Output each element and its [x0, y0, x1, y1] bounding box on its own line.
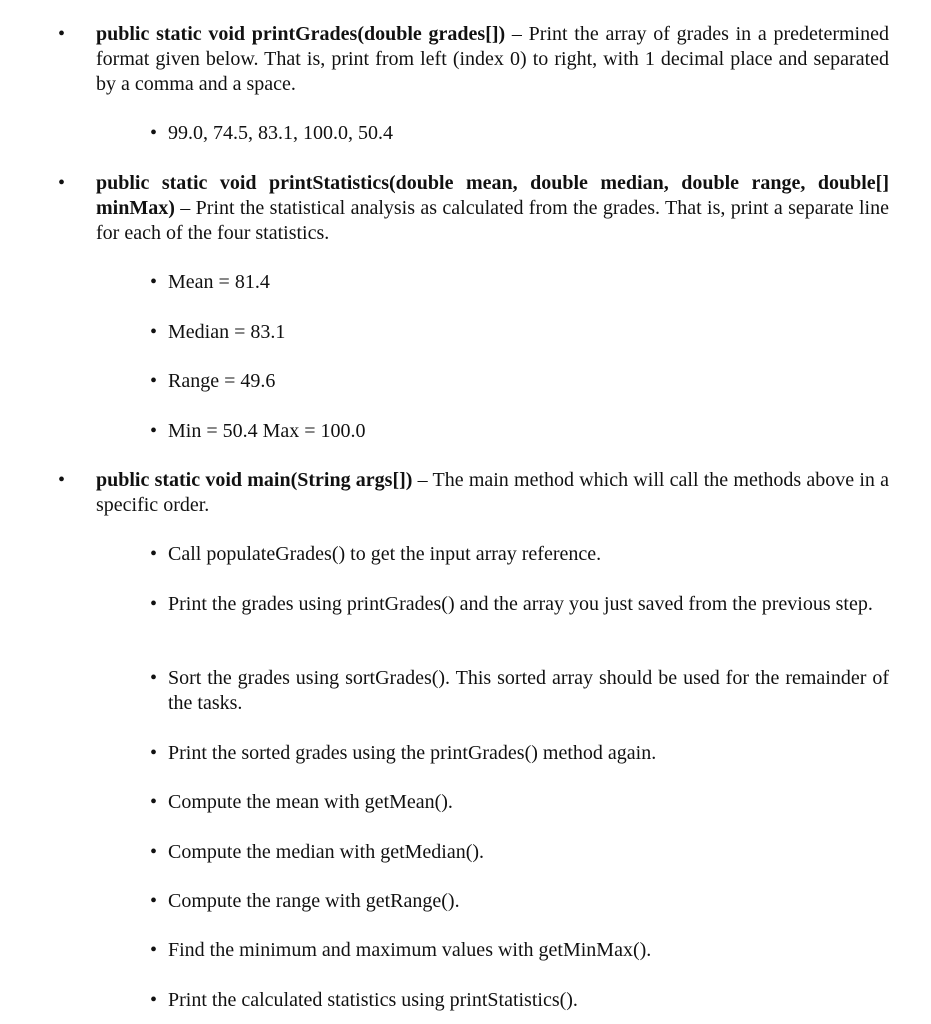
list-item	[150, 592, 889, 617]
list-bullet: •	[150, 890, 158, 912]
section-bullet: •	[58, 469, 66, 491]
list-item	[150, 790, 889, 815]
list-item-text: Min = 50.4 Max = 100.0	[168, 420, 366, 442]
list-item	[150, 542, 889, 567]
list-item-text: Compute the range with getRange().	[168, 890, 460, 912]
list-bullet: •	[150, 742, 158, 764]
list-bullet: •	[150, 420, 158, 442]
method-description: – Print the statistical analysis as calculated from the grades. That is, print a separate line for each of the four statistics.	[96, 197, 889, 244]
method-description: – The main method which will call the methods above in a specific order.	[96, 469, 890, 516]
list-item	[150, 988, 889, 1013]
list-bullet: •	[150, 841, 158, 863]
list-bullet: •	[150, 543, 158, 565]
list-item	[150, 270, 889, 295]
list-bullet: •	[150, 271, 158, 293]
list-item-text: Call populateGrades() to get the input array reference.	[168, 543, 602, 565]
list-item	[150, 320, 889, 345]
list-bullet: •	[150, 593, 158, 615]
list-bullet: •	[150, 791, 158, 813]
list-item	[150, 369, 889, 394]
list-item	[150, 889, 889, 914]
list-item-text: Print the calculated statistics using printStatistics().	[168, 989, 578, 1011]
list-item	[150, 741, 889, 766]
section-bullet: •	[58, 23, 66, 45]
list-item	[150, 938, 889, 963]
list-item-text: Compute the mean with getMean().	[168, 791, 453, 813]
list-item-text: Sort the grades using sortGrades(). This sorted array should be used for the remainder of the tasks.	[168, 667, 889, 714]
list-bullet: •	[150, 370, 158, 392]
method-signature: public static void printStatistics(double mean, double median, double range, double[] minMax)	[96, 172, 889, 219]
method-signature: public static void printGrades(double grades[])	[96, 23, 506, 45]
list-item	[150, 121, 889, 146]
list-bullet: •	[150, 321, 158, 343]
list-item	[150, 419, 889, 444]
list-bullet: •	[150, 989, 158, 1011]
list-item-text: Print the grades using printGrades() and the array you just saved from the previous step.	[168, 593, 873, 615]
list-item	[150, 666, 889, 716]
list-item	[150, 840, 889, 865]
section-bullet: •	[58, 172, 66, 194]
method-printgrades	[96, 22, 889, 97]
list-bullet: •	[150, 122, 158, 144]
list-bullet: •	[150, 939, 158, 961]
list-item-text: Mean = 81.4	[168, 271, 270, 293]
list-item-text: Compute the median with getMedian().	[168, 841, 485, 863]
list-item-text: Range = 49.6	[168, 370, 276, 392]
method-printstatistics	[96, 171, 889, 246]
list-item-text: 99.0, 74.5, 83.1, 100.0, 50.4	[168, 122, 393, 144]
method-description: – Print the array of grades in a predetermined format given below. That is, print from left (index 0) to right, with 1 decimal place and separated by a comma and a space.	[96, 23, 889, 95]
list-item-text: Find the minimum and maximum values with getMinMax().	[168, 939, 652, 961]
list-bullet: •	[150, 667, 158, 689]
method-signature: public static void main(String args[])	[96, 469, 413, 491]
list-item-text: Median = 83.1	[168, 321, 286, 343]
method-main	[96, 468, 889, 518]
list-item-text: Print the sorted grades using the printGrades() method again.	[168, 742, 657, 764]
